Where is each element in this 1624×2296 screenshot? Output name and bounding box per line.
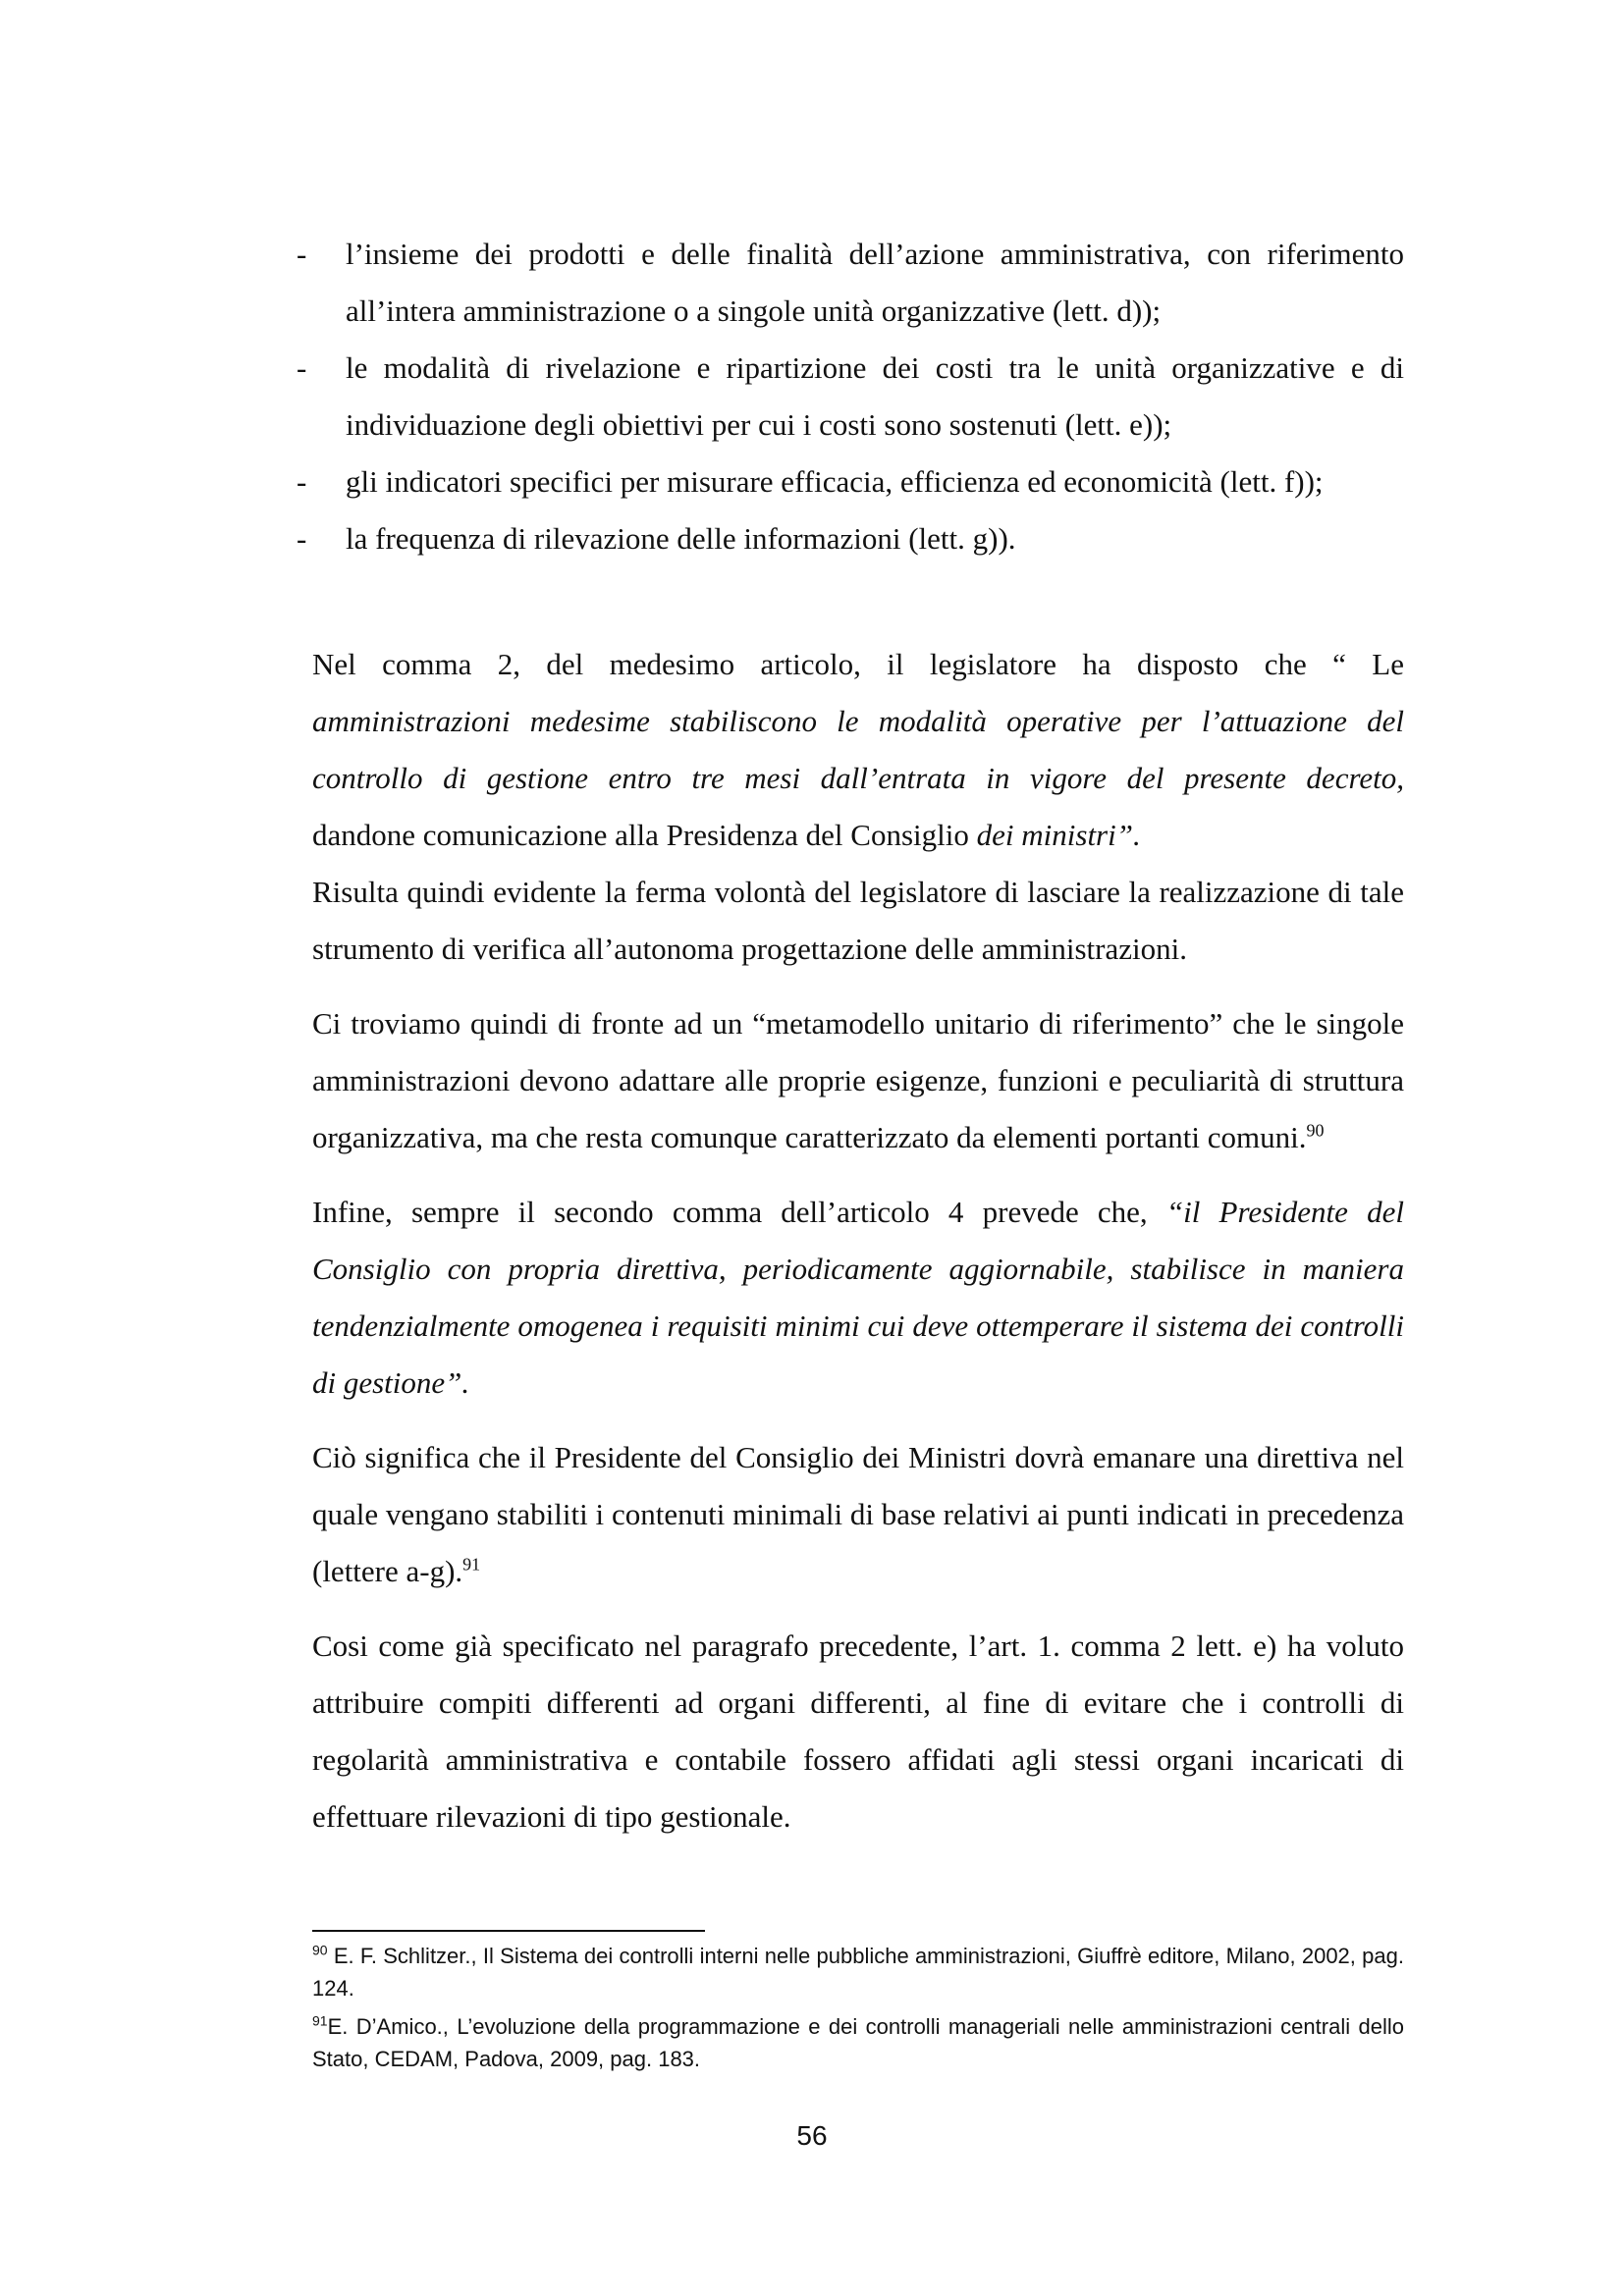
footnote-ref[interactable]: 91 [462,1554,481,1575]
list-item-text: la frequenza di rilevazione delle informazioni (lett. g)). [346,521,1016,556]
paragraph-line: Nel comma 2, del medesimo articolo, il legislatore ha disposto che “ Le [312,647,1404,681]
list-item [297,454,1404,510]
paragraph-line [312,807,1404,864]
list-item [297,510,1404,567]
footnote-number: 90 [312,1942,328,1958]
quote-tail-italic: dei ministri”. [976,818,1141,852]
paragraph-direttiva [312,1184,1404,1412]
paragraph-organi: Cosi come già specificato nel paragrafo precedente, l’art. 1. comma 2 lett. e) ha voluto attribuire compiti differenti ad organi differenti, al fine di evitare che i controlli di regolarità amministrativa e contabile fossero affidati agli stessi organi incaricati di effettuare rilevazioni di tipo gestionale. [312,1629,1404,1834]
footnote-ref[interactable]: 90 [1306,1120,1325,1141]
footnote-number: 91 [312,2012,328,2029]
footnote-divider [312,1930,705,1932]
paragraph-autonomy: Risulta quindi evidente la ferma volontà del legislatore di lasciare la realizzazione di tale strumento di verifica all’autonoma progettazione delle amministrazioni. [312,875,1404,966]
footnote-text: E. D’Amico., L’evoluzione della programmazione e dei controlli manageriali nelle amministrazioni centrali dello Stato, CEDAM, Padova, 2009, pag. 183. [312,2014,1404,2071]
quote-line: amministrazioni medesime stabiliscono le modalità operative per l’attuazione del [312,704,1404,738]
list-dash: - [297,464,307,499]
bullet-list [297,226,1404,567]
paragraph-comma-2 [312,636,1404,864]
page-number: 56 [796,2120,828,2151]
quote-tail-text: dandone comunicazione alla Presidenza del Consiglio [312,818,977,852]
paragraph-text: Infine, sempre il secondo comma dell’articolo 4 prevede che, [312,1195,1166,1229]
body-text [312,636,1404,1863]
list-item [297,226,1404,340]
footnote-text: E. F. Schlitzer., Il Sistema dei controlli interni nelle pubbliche amministrazioni, Giuffrè editore, Milano, 2002, pag. 124. [312,1944,1404,2001]
list-item-text: l’insieme dei prodotti e delle finalità dell’azione amministrativa, con riferimento all’intera amministrazione o a singole unità organizzative (lett. d)); [346,237,1404,328]
list-dash: - [297,237,307,271]
quote-line: controllo di gestione entro tre mesi dall’entrata in vigore del presente decreto, [312,761,1404,795]
footnote [312,2010,1404,2075]
list-item-text: gli indicatori specifici per misurare efficacia, efficienza ed economicità (lett. f)); [346,464,1324,499]
paragraph-metamodel [312,995,1404,1166]
list-dash: - [297,350,307,385]
quote-text: “il Presidente del Consiglio con propria direttiva, periodicamente aggiornabile, stabilisce in maniera tendenzialmente omogenea i requisiti minimi cui deve ottemperare il sistema dei controlli di gestione”. [312,1195,1404,1400]
list-item-text: le modalità di rivelazione e ripartizione dei costi tra le unità organizzative e di individuazione degli obiettivi per cui i costi sono sostenuti (lett. e)); [346,350,1404,442]
paragraph-presidente [312,1429,1404,1600]
paragraph-text: Ciò significa che il Presidente del Consiglio dei Ministri dovrà emanare una direttiva nel quale vengano stabiliti i contenuti minimali di base relativi ai punti indicati in precedenza (lettere a-g). [312,1440,1404,1588]
paragraph-text: Ci troviamo quindi di fronte ad un “metamodello unitario di riferimento” che le singole amministrazioni devono adattare alle proprie esigenze, funzioni e peculiarità di struttura organizzativa, ma che resta comunque caratterizzato da elementi portanti comuni. [312,1006,1404,1154]
list-dash: - [297,521,307,556]
list-item [297,340,1404,454]
footnote [312,1940,1404,2004]
footnotes [312,1940,1404,2081]
